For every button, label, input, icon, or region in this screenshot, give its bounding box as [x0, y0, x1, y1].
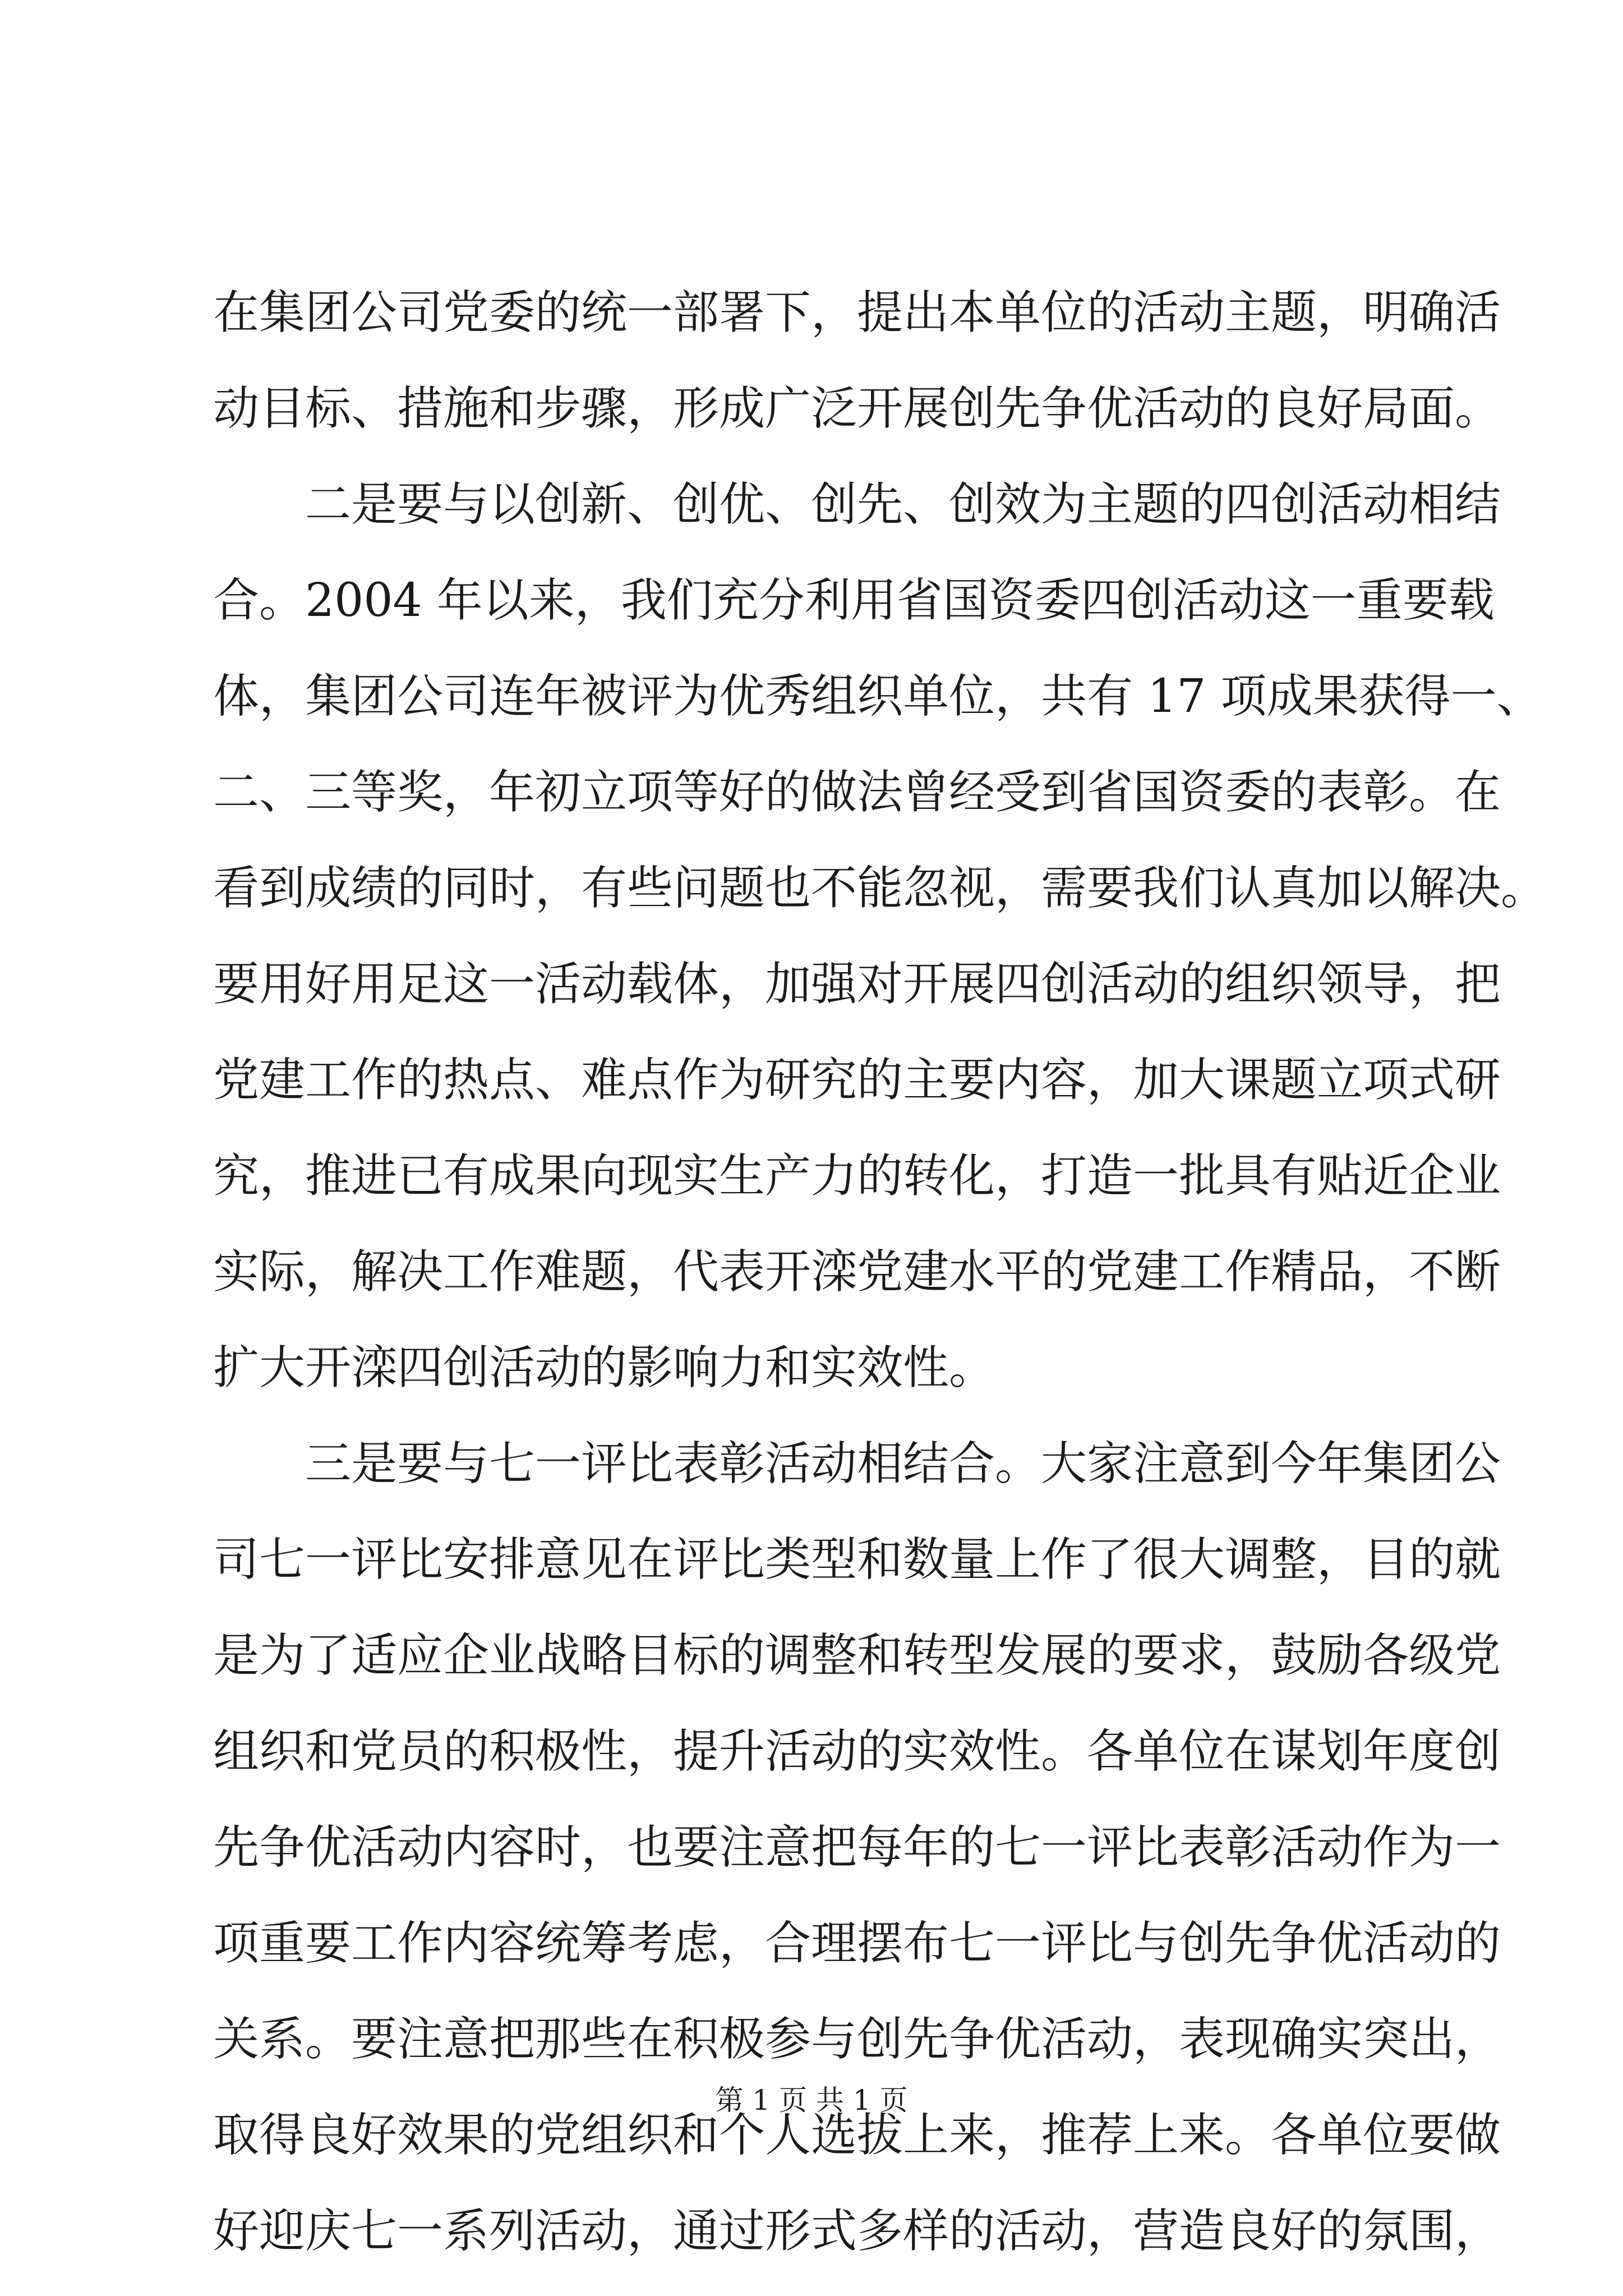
text-line: 在集团公司党委的统一部署下，提出本单位的活动主题，明确活	[213, 286, 1501, 339]
text-line: 实际，解决工作难题，代表开滦党建水平的党建工作精品，不断	[213, 1245, 1501, 1299]
text-line: 是为了适应企业战略目标的调整和转型发展的要求，鼓励各级党	[213, 1629, 1501, 1682]
text-line: 二、三等奖，年初立项等好的做法曾经受到省国资委的表彰。在	[213, 766, 1501, 819]
text-line: 取得良好效果的党组织和个人选拔上来，推荐上来。各单位要做	[213, 2109, 1501, 2162]
text-line: 究，推进已有成果向现实生产力的转化，打造一批具有贴近企业	[213, 1149, 1501, 1203]
text-line: 项重要工作内容统筹考虑，合理摆布七一评比与创先争优活动的	[213, 1917, 1501, 1970]
text-line: 好迎庆七一系列活动，通过形式多样的活动，营造良好的氛围，	[213, 2205, 1501, 2258]
paragraph-start-line: 三是要与七一评比表彰活动相结合。大家注意到今年集团公	[305, 1437, 1501, 1490]
text-line: 体，集团公司连年被评为优秀组织单位，共有 17 项成果获得一、	[213, 670, 1543, 723]
paragraph-end-line: 扩大开滦四创活动的影响力和实效性。	[213, 1341, 995, 1395]
document-body	[213, 265, 1547, 2279]
text-line: 先争优活动内容时，也要注意把每年的七一评比表彰活动作为一	[213, 1821, 1501, 1874]
text-line: 党建工作的热点、难点作为研究的主要内容，加大课题立项式研	[213, 1053, 1501, 1107]
text-line: 要用好用足这一活动载体，加强对开展四创活动的组织领导，把	[213, 958, 1501, 1011]
text-line: 动目标、措施和步骤，形成广泛开展创先争优活动的良好局面。	[213, 382, 1501, 435]
text-line: 看到成绩的同时，有些问题也不能忽视，需要我们认真加以解决。	[213, 862, 1547, 915]
paragraph-start-line: 二是要与以创新、创优、创先、创效为主题的四创活动相结	[305, 478, 1501, 531]
text-line: 关系。要注意把那些在积极参与创先争优活动，表现确实突出，	[213, 2013, 1501, 2066]
text-line: 组织和党员的积极性，提升活动的实效性。各单位在谋划年度创	[213, 1725, 1501, 1778]
page-number-footer: 第 1 页 共 1 页	[715, 2084, 908, 2116]
text-line: 合。2004 年以来，我们充分利用省国资委四创活动这一重要载	[213, 574, 1495, 627]
text-line: 司七一评比安排意见在评比类型和数量上作了很大调整，目的就	[213, 1533, 1501, 1586]
